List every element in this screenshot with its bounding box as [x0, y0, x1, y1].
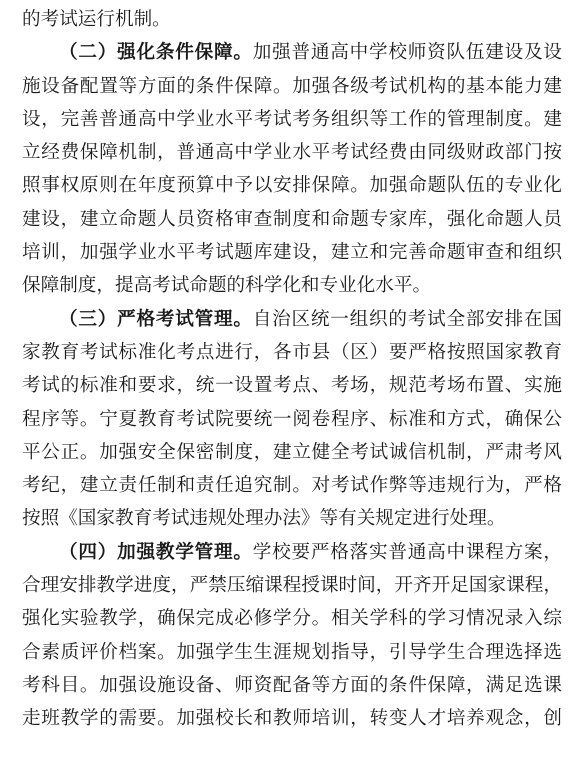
section-text: 学校要严格落实普通高中课程方案， [252, 541, 562, 563]
section-heading: （四）加强教学管理。 [59, 541, 253, 563]
text-line: 合素质评价档案。加强学生生涯规划指导，引导学生合理选择选 [22, 641, 562, 663]
text-line: 按照《国家教育考试违规处理办法》等有关规定进行处理。 [22, 508, 506, 530]
text-line: 设，完善普通高中学业水平考试考务组织等工作的管理制度。建 [22, 108, 562, 130]
text-line: 立经费保障机制，普通高中学业水平考试经费由同级财政部门按 [22, 142, 562, 164]
text-line: 考科目。加强设施设备、师资配备等方面的条件保障，满足选课 [22, 674, 562, 696]
text-line: 照事权原则在年度预算中予以安排保障。加强命题队伍的专业化 [22, 175, 562, 197]
text-line: 的考试运行机制。 [22, 9, 171, 30]
text-line: 强化实验教学，确保完成必修学分。相关学科的学习情况录入综 [22, 608, 562, 630]
section-heading: （三）严格考试管理。 [59, 308, 253, 330]
text-line: 程序等。宁夏教育考试院要统一阅卷程序、标准和方式，确保公 [22, 408, 562, 430]
text-line: 合理安排教学进度，严禁压缩课程授课时间，开齐开足国家课程， [22, 575, 562, 597]
section-heading-line [22, 36, 562, 69]
text-line: 走班教学的需要。加强校长和教师培训，转变人才培养观念，创 [22, 708, 562, 730]
text-line: 考纪，建立责任制和责任追究制。对考试作弊等违规行为，严格 [22, 475, 562, 497]
text-line: 培训，加强学业水平考试题库建设，建立和完善命题审查和组织 [22, 242, 562, 264]
text-line: 家教育考试标准化考点进行，各市县（区）要严格按照国家教育 [22, 341, 562, 363]
text-line: 平公正。加强安全保密制度，建立健全考试诚信机制，严肃考风 [22, 441, 562, 463]
section-heading-line [22, 536, 562, 569]
text-line: 考试的标准和要求，统一设置考点、考场，规范考场布置、实施 [22, 375, 562, 397]
text-line: 建设，建立命题人员资格审查制度和命题专家库，强化命题人员 [22, 208, 562, 230]
section-heading: （二）强化条件保障。 [59, 42, 253, 64]
section-text: 自治区统一组织的考试全部安排在国 [252, 308, 562, 330]
section-heading-line [22, 303, 562, 336]
document-page [22, 3, 562, 736]
section-text: 加强普通高中学校师资队伍建设及设 [252, 42, 562, 64]
text-line: 保障制度，提高考试命题的科学化和专业化水平。 [22, 275, 432, 297]
text-line: 施设备配置等方面的条件保障。加强各级考试机构的基本能力建 [22, 75, 562, 97]
